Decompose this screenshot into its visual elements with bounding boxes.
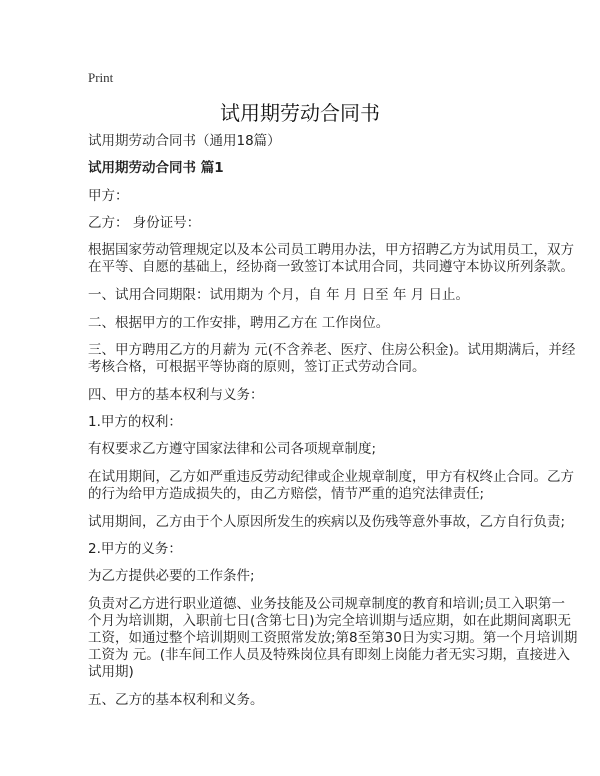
paragraph bbox=[88, 215, 528, 232]
paragraph-line: 为乙方提供必要的工作条件; bbox=[88, 568, 255, 584]
paragraph bbox=[88, 441, 528, 458]
paragraph-line: 一、试用合同期限：试用期为 个月，自 年 月 日至 年 月 日止。 bbox=[88, 287, 470, 303]
paragraph bbox=[88, 514, 566, 531]
paragraph-line: 在平等、自愿的基础上，经协商一致签订本试用合同，共同遵守本协议所列条款。 bbox=[88, 259, 574, 275]
paragraph-line: 根据国家劳动管理规定以及本公司员工聘用办法，甲方招聘乙方为试用员工，双方 bbox=[88, 242, 574, 258]
paragraph bbox=[88, 315, 528, 332]
paragraph bbox=[88, 188, 528, 205]
paragraph bbox=[88, 242, 574, 276]
paragraph-line: 二、根据甲方的工作安排，聘用乙方在 工作岗位。 bbox=[88, 315, 390, 331]
paragraph-line: 负责对乙方进行职业道德、业务技能及公司规章制度的教育和培训;员工入职第一 bbox=[88, 596, 566, 612]
paragraph bbox=[88, 568, 528, 585]
paragraph bbox=[88, 287, 528, 304]
paragraph-line: 五、乙方的基本权利和义务。 bbox=[88, 692, 264, 708]
paragraph-line: 工资，如通过整个培训期则工资照常发放;第8至第30日为实习期。第一个月培训期 bbox=[88, 630, 578, 646]
document-subtitle: 试用期劳动合同书（通用18篇） bbox=[88, 133, 281, 149]
paragraph bbox=[88, 541, 528, 558]
paragraph-line: 有权要求乙方遵守国家法律和公司各项规章制度; bbox=[88, 441, 377, 457]
paragraph-line: 试用期) bbox=[88, 664, 134, 680]
paragraph-line: 考核合格，可根据平等协商的原则，签订正式劳动合同。 bbox=[88, 359, 426, 375]
paragraph-line: 三、甲方聘用乙方的月薪为 元(不含养老、医疗、住房公积金)。试用期满后，并经 bbox=[88, 342, 576, 358]
paragraph bbox=[88, 596, 578, 681]
paragraph-line: 试用期间，乙方由于个人原因所发生的疾病以及伤残等意外事故，乙方自行负责; bbox=[88, 514, 566, 530]
paragraph-line: 2.甲方的义务： bbox=[88, 541, 182, 557]
paragraph bbox=[88, 469, 574, 503]
paragraph-line: 甲方： bbox=[88, 188, 129, 204]
paragraph-line: 的行为给甲方造成损失的，由乙方赔偿，情节严重的追究法律责任; bbox=[88, 486, 485, 502]
paragraph-line: 个月为培训期，入职前七日(含第七日)为完全培训期与适应期，如在此期间离职无 bbox=[88, 613, 572, 629]
section-heading: 试用期劳动合同书 篇1 bbox=[88, 160, 224, 176]
paragraph-line: 四、甲方的基本权利与义务： bbox=[88, 387, 264, 403]
paragraph bbox=[88, 387, 528, 404]
print-link[interactable]: Print bbox=[88, 70, 114, 85]
paragraph-line: 1.甲方的权利： bbox=[88, 414, 182, 430]
paragraph bbox=[88, 414, 528, 431]
paragraph-line: 乙方： 身份证号： bbox=[88, 215, 201, 231]
paragraph bbox=[88, 692, 528, 709]
paragraph-line: 工资为 元。(非车间工作人员及特殊岗位具有即刻上岗能力者无实习期，直接进入 bbox=[88, 647, 571, 663]
paragraph bbox=[88, 342, 576, 376]
document-title: 试用期劳动合同书 bbox=[220, 101, 380, 125]
paragraph-line: 在试用期间，乙方如严重违反劳动纪律或企业规章制度，甲方有权终止合同。乙方 bbox=[88, 469, 574, 485]
